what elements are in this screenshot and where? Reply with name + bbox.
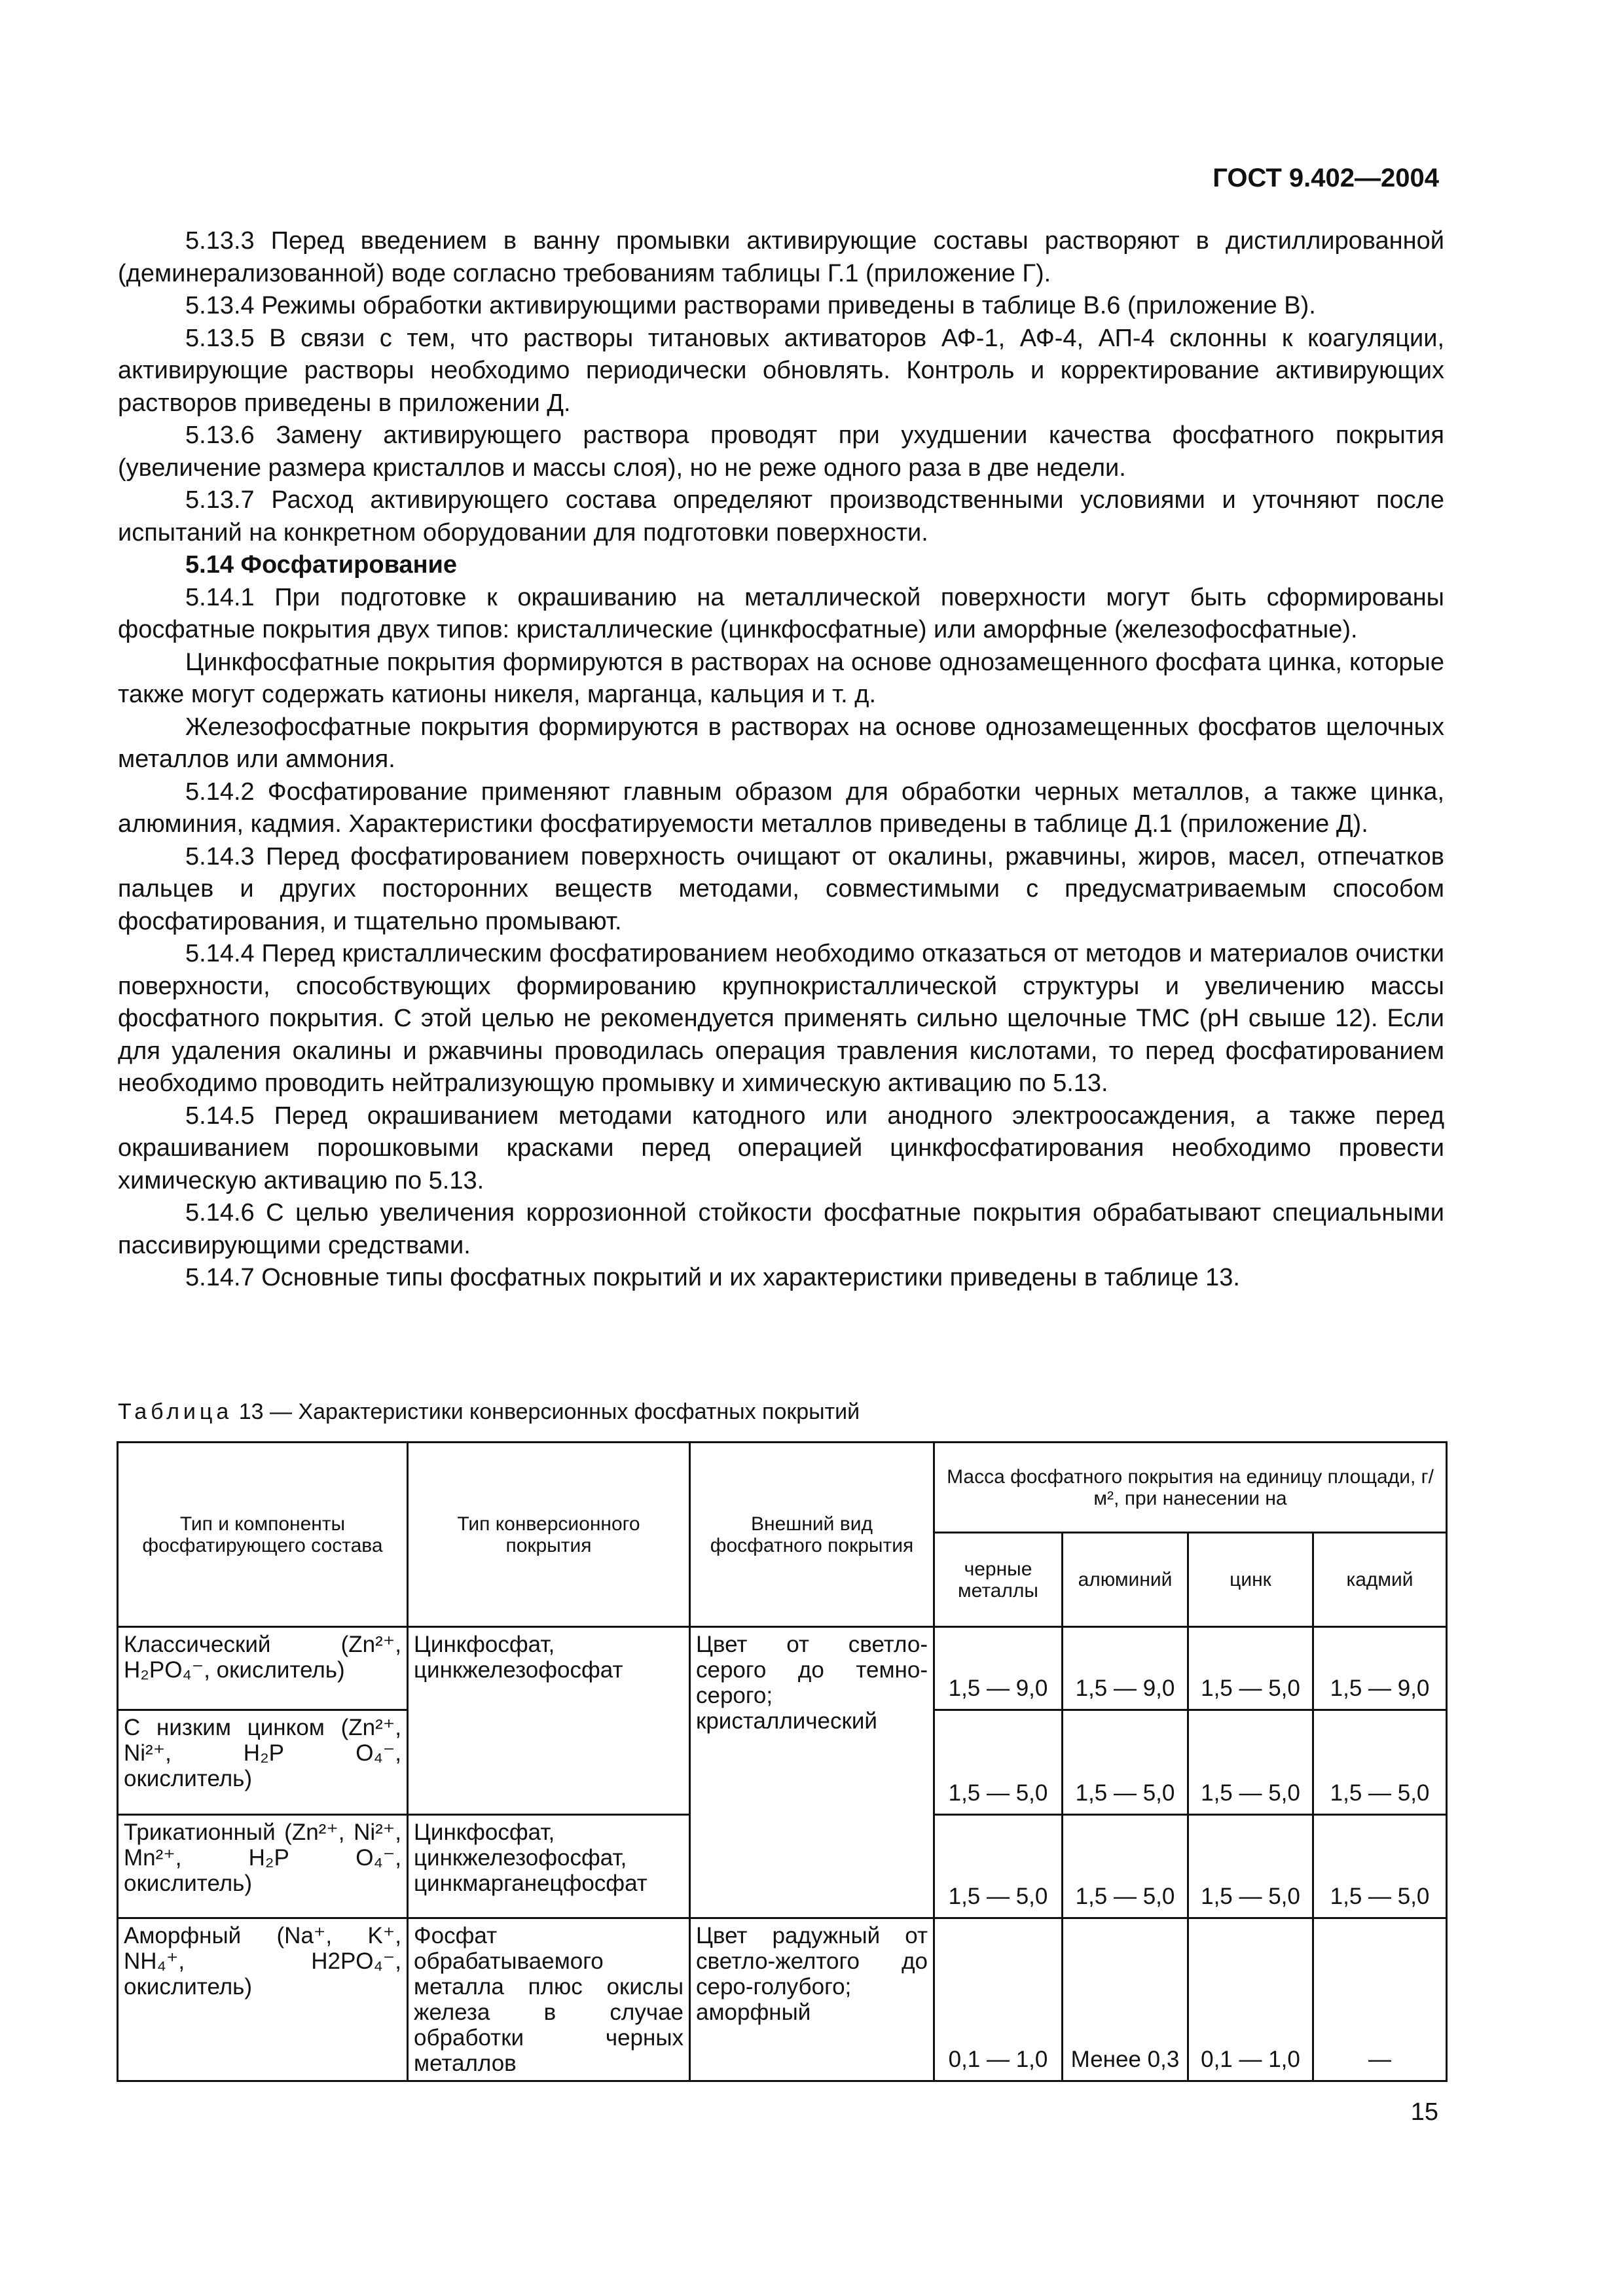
cell-cadmium: 1,5 — 9,0 bbox=[1313, 1627, 1447, 1710]
cell-coating-type: Цинкфосфат, цинкжелезофосфат bbox=[408, 1627, 690, 1815]
paragraph: 5.14.4 Перед кристаллическим фосфатированием необходимо отказаться от методов и материалов очистки поверхности, способствующих формированию крупнокристаллической структуры и увеличению массы фосфатного покрытия. С этой целью не рекомендуется применять сильно щелочные ТМС (pH свыше 12). Если для удаления окалины и ржавчины проводилась операция травления кислотами, то перед фосфатированием необходимо проводить нейтрализующую промывку и химическую активацию по 5.13. bbox=[118, 940, 1444, 1097]
header-mass-group: Масса фосфатного покрытия на единицу площади, г/м², при нанесении на bbox=[934, 1443, 1447, 1533]
header-cadmium: кадмий bbox=[1313, 1533, 1447, 1627]
table-row bbox=[118, 1627, 1447, 1710]
cell-ferrous: 1,5 — 9,0 bbox=[934, 1627, 1063, 1710]
paragraph: 5.13.7 Расход активирующего состава определяют производственными условиями и уточняют после испытаний на конкретном оборудовании для подготовки поверхности. bbox=[118, 486, 1444, 547]
cell-coating-type: Цинкфосфат, цинкжелезофосфат, цинкмарганецфосфат bbox=[408, 1815, 690, 1918]
header-coating-type: Тип конверсионного покрытия bbox=[408, 1443, 690, 1627]
cell-ferrous: 0,1 — 1,0 bbox=[934, 1918, 1063, 2081]
cell-composition: Классический (Zn²⁺, H₂PO₄⁻, окислитель) bbox=[118, 1627, 408, 1710]
cell-ferrous: 1,5 — 5,0 bbox=[934, 1815, 1063, 1918]
paragraph: 5.14.6 С целью увеличения коррозионной стойкости фосфатные покрытия обрабатывают специальными пассивирующими средствами. bbox=[118, 1199, 1444, 1259]
paragraph: 5.14.7 Основные типы фосфатных покрытий и их характеристики приведены в таблице 13. bbox=[185, 1264, 1240, 1291]
paragraph: 5.14.5 Перед окрашиванием методами катодного или анодного электроосаждения, а также перед окрашиванием порошковыми красками перед операцией цинкфосфатирования необходимо провести химическую активацию по 5.13. bbox=[118, 1102, 1444, 1194]
paragraph: 5.14.2 Фосфатирование применяют главным образом для обработки черных металлов, а также цинка, алюминия, кадмия. Характеристики фосфатируемости металлов приведены в таблице Д.1 (приложение Д). bbox=[118, 778, 1444, 838]
paragraph: 5.13.4 Режимы обработки активирующими растворами приведены в таблице В.6 (приложение В). bbox=[185, 292, 1316, 319]
paragraph: 5.14.3 Перед фосфатированием поверхность очищают от окалины, ржавчины, жиров, масел, отпечатков пальцев и других посторонних веществ методами, совместимыми с предусматриваемым способом фосфатирования, и тщательно промывают. bbox=[118, 842, 1444, 935]
cell-aluminum: 1,5 — 9,0 bbox=[1063, 1627, 1188, 1710]
paragraph: 5.13.6 Замену активирующего раствора проводят при ухудшении качества фосфатного покрытия (увеличение размера кристаллов и массы слоя), но не реже одного раза в две недели. bbox=[118, 422, 1444, 482]
header-aluminum: алюминий bbox=[1063, 1533, 1188, 1627]
page-number: 15 bbox=[1410, 2098, 1438, 2126]
phosphate-coatings-table bbox=[117, 1441, 1448, 2082]
paragraph: 5.14.1 При подготовке к окрашиванию на металлической поверхности могут быть сформированы фосфатные покрытия двух типов: кристаллические (цинкфосфатные) или аморфные (железофосфатные). bbox=[118, 583, 1444, 643]
table-row bbox=[118, 1918, 1447, 2081]
cell-zinc: 1,5 — 5,0 bbox=[1188, 1627, 1313, 1710]
header-composition: Тип и компоненты фосфатирующего состава bbox=[118, 1443, 408, 1627]
cell-zinc: 0,1 — 1,0 bbox=[1188, 1918, 1313, 2081]
paragraph: 5.13.5 В связи с тем, что растворы титановых активаторов АФ-1, АФ-4, АП-4 склонны к коагуляции, активирующие растворы необходимо периодически обновлять. Контроль и корректирование активирующих растворов приведены в приложении Д. bbox=[118, 324, 1444, 417]
header-appearance: Внешний вид фосфатного покрытия bbox=[690, 1443, 934, 1627]
cell-cadmium: — bbox=[1313, 1918, 1447, 2081]
cell-zinc: 1,5 — 5,0 bbox=[1188, 1710, 1313, 1815]
cell-zinc: 1,5 — 5,0 bbox=[1188, 1815, 1313, 1918]
cell-cadmium: 1,5 — 5,0 bbox=[1313, 1710, 1447, 1815]
cell-composition: Аморфный (Na⁺, K⁺, NH₄⁺, H2PO₄⁻, окислитель) bbox=[118, 1918, 408, 2081]
table-caption-text: 13 — Характеристики конверсионных фосфатных покрытий bbox=[232, 1399, 860, 1424]
cell-ferrous: 1,5 — 5,0 bbox=[934, 1710, 1063, 1815]
cell-appearance: Цвет от светло-серого до темно-серого; кристаллический bbox=[690, 1627, 934, 1918]
cell-aluminum: 1,5 — 5,0 bbox=[1063, 1815, 1188, 1918]
cell-composition: С низким цинком (Zn²⁺, Ni²⁺, H₂P O₄⁻, окислитель) bbox=[118, 1710, 408, 1815]
cell-aluminum: Менее 0,3 bbox=[1063, 1918, 1188, 2081]
table-caption-label: Таблица bbox=[118, 1399, 233, 1424]
cell-aluminum: 1,5 — 5,0 bbox=[1063, 1710, 1188, 1815]
standard-code: ГОСТ 9.402—2004 bbox=[1213, 164, 1439, 192]
cell-cadmium: 1,5 — 5,0 bbox=[1313, 1815, 1447, 1918]
header-zinc: цинк bbox=[1188, 1533, 1313, 1627]
cell-appearance: Цвет радужный от светло-желтого до серо-голубого; аморфный bbox=[690, 1918, 934, 2081]
cell-coating-type: Фосфат обрабатываемого металла плюс окислы железа в случае обработки черных металлов bbox=[408, 1918, 690, 2081]
table-header-row bbox=[118, 1443, 1447, 1533]
table-caption bbox=[118, 1399, 860, 1425]
paragraph: Железофосфатные покрытия формируются в растворах на основе однозамещенных фосфатов щелочных металлов или аммония. bbox=[118, 713, 1444, 773]
document-body bbox=[118, 225, 1444, 1295]
header-ferrous: черные металлы bbox=[934, 1533, 1063, 1627]
paragraph: 5.13.3 Перед введением в ванну промывки активирующие составы растворяют в дистиллированной (деминерализованной) воде согласно требованиям таблицы Г.1 (приложение Г). bbox=[118, 227, 1444, 287]
cell-composition: Трикатионный (Zn²⁺, Ni²⁺, Mn²⁺, H₂P O₄⁻, окислитель) bbox=[118, 1815, 408, 1918]
paragraph: Цинкфосфатные покрытия формируются в растворах на основе однозамещенного фосфата цинка, которые также могут содержать катионы никеля, марганца, кальция и т. д. bbox=[118, 648, 1444, 708]
section-heading: 5.14 Фосфатирование bbox=[185, 551, 458, 579]
